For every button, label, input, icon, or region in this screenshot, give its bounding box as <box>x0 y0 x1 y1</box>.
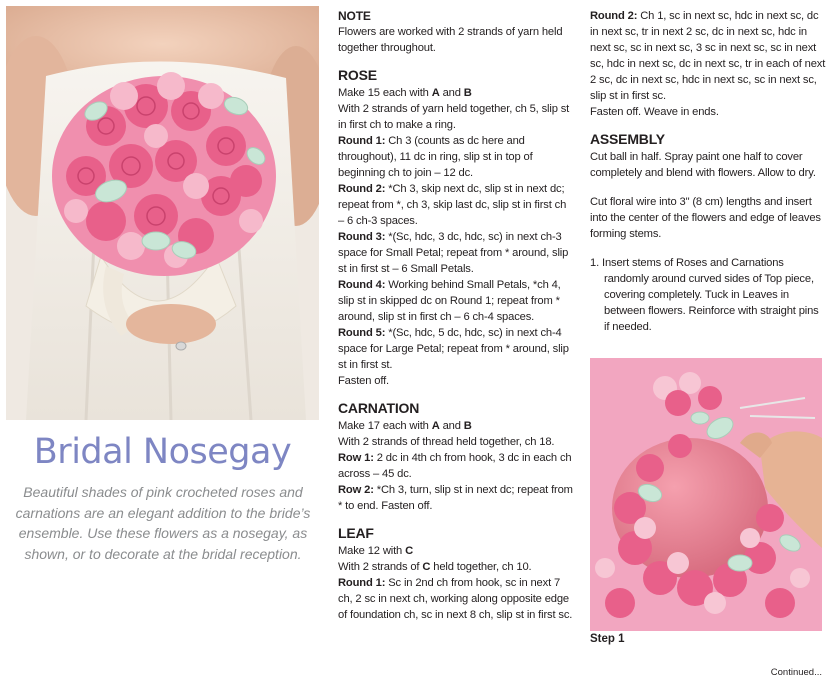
rose-round-5: Round 5: *(Sc, hdc, 5 dc, hdc, sc) in next ch-4 space for Large Petal; repeat from * around, slip st in first st. <box>338 327 569 371</box>
carnation-row-2: Row 2: *Ch 3, turn, slip st in next dc; repeat from * to end. Fasten off. <box>338 484 573 512</box>
rose-round-3: Round 3: *(Sc, hdc, 3 dc, hdc, sc) in next ch-3 space for Small Petal; repeat from * around, slip st in first st – 6 Small Petals. <box>338 231 569 275</box>
assembly-paragraph-1: Cut ball in half. Spray paint one half to cover completely and blend with flowers. Allow to dry. <box>590 151 816 179</box>
leaf-heading: LEAF <box>338 525 374 541</box>
instructions-column-middle <box>338 8 574 623</box>
rose-make-line: Make 15 each with A and B <box>338 87 472 99</box>
leaf-fasten-off: Fasten off. Weave in ends. <box>590 106 719 118</box>
leaf-setup-line: With 2 strands of C held together, ch 10. <box>338 561 532 573</box>
carnation-row-1: Row 1: 2 dc in 4th ch from hook, 3 dc in each ch across – 45 dc. <box>338 452 572 480</box>
note-text: Flowers are worked with 2 strands of yarn held together throughout. <box>338 26 563 54</box>
leaf-round-1: Round 1: Sc in 2nd ch from hook, sc in next 7 ch, 2 sc in next ch, working along opposite edge of foundation ch, sc in next 8 ch, slip st in first sc. <box>338 577 573 621</box>
carnation-heading: CARNATION <box>338 400 420 416</box>
rose-round-4: Round 4: Working behind Small Petals, *ch 4, slip st in skipped dc on Round 1; repeat from * around, slip st in first ch – 6 ch-4 spaces. <box>338 279 561 323</box>
intro-text: Beautiful shades of pink crocheted roses and carnations are an elegant addition to the bride’s ensemble. Use these flowers as a nosegay, as shown, or to decorate at the bridal reception. <box>15 484 311 562</box>
rose-round-2: Round 2: *Ch 3, skip next dc, slip st in next dc; repeat from *, ch 3, skip last dc, slip st in first ch – 6 ch-3 spaces. <box>338 183 567 227</box>
assembly-step-1: 1. Insert stems of Roses and Carnations randomly around curved sides of Top piece, covering completely. Tuck in Leaves in between flowers. Reinforce with straight pins if needed. <box>590 257 819 333</box>
rose-setup-line: With 2 strands of yarn held together, ch 5, slip st in first ch to make a ring. <box>338 103 570 131</box>
continued-label: Continued... <box>770 667 822 678</box>
leaf-round-2: Round 2: Ch 1, sc in next sc, hdc in next sc, dc in next sc, tr in next 2 sc, dc in next sc, hdc in next sc, sc in next sc, 3 sc in next sc, sc in next sc, hdc in next sc, dc in next sc, tr in each of next 2 sc, dc in next sc, hdc in next sc, sc in next sc, slip st in first sc. <box>590 10 826 102</box>
step-1-photo <box>590 358 822 631</box>
note-heading: NOTE <box>338 9 371 23</box>
carnation-make-line: Make 17 each with A and B <box>338 420 472 432</box>
instructions-column-right <box>590 8 826 335</box>
carnation-setup-line: With 2 strands of thread held together, ch 18. <box>338 436 555 448</box>
page-title: Bridal Nosegay <box>33 432 292 472</box>
assembly-heading: ASSEMBLY <box>590 131 665 147</box>
rose-round-1: Round 1: Ch 3 (counts as dc here and throughout), 11 dc in ring, slip st in top of beginning ch to join – 12 dc. <box>338 135 533 179</box>
assembly-paragraph-2: Cut floral wire into 3" (8 cm) lengths and insert into the center of the flowers and edge of leaves forming stems. <box>590 196 821 240</box>
leaf-make-line: Make 12 with C <box>338 545 414 557</box>
rose-fasten-off: Fasten off. <box>338 375 390 387</box>
rose-heading: ROSE <box>338 67 377 83</box>
photo-caption: Step 1 <box>590 633 625 645</box>
bouquet-photo <box>6 6 319 420</box>
